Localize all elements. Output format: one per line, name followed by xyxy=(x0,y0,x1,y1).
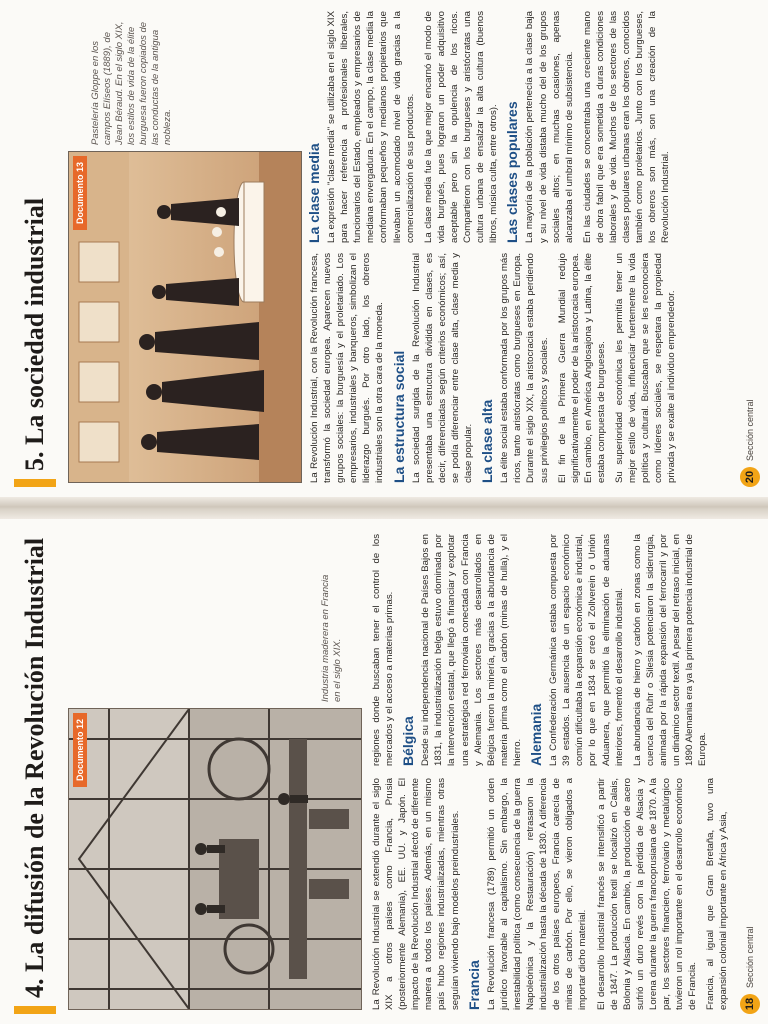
paragraph: El fin de la Primera Guerra Mundial redujo significativamente el poder de la aristocracia europea. En cambio, en América Anglosajona y Latina, la élite estaba compuesta de burgueses. xyxy=(556,253,607,483)
section-heading: La estructura social xyxy=(390,350,407,483)
page-title: 5. La sociedad industrial xyxy=(20,197,49,471)
paragraph: Francia, al igual que Gran Bretaña, tuvo una expansión colonial importante en África y Asia, xyxy=(705,778,730,1010)
title-accent-bar xyxy=(14,479,56,487)
document-tag: Documento 12 xyxy=(73,713,87,787)
book-spine xyxy=(0,497,768,519)
paragraph: La clase media fue la que mejor encarnó el modo de vida burgués, pues lograron un poder adquisitivo aceptable pero sin la opulencia de los ricos. Compartieron con los burgueses y aristócratas una cultura urbana de ensalzar la alta cultura (buenos libros, música culta, entre otros). xyxy=(422,11,500,243)
page-number: 20 xyxy=(740,467,760,487)
paragraph: En las ciudades se concentraba una creciente mano de obra fabril que era sometida a duras condiciones laborales y de vida. Muchos de los sectores de las clases populares urbanas eran los obreros, conocidos también como proletarios. Junto con los burgueses, los obreros son más, son una creación de la Revolución Industrial. xyxy=(581,11,672,243)
paragraph: Desde su independencia nacional de Países Bajos en 1831, la industrialización belga estuvo dominada por la intervención estatal, que llegó a financiar y explotar una estratégica red ferroviaria conectada con Francia y Alemania. Los sectores más desarrollados en Bélgica fueron la minería, gracias a la abundancia de materia prima como el carbón (minas de hulla), y el hierro. xyxy=(420,534,523,766)
right-column-2 xyxy=(308,11,677,243)
section-label: Sección central xyxy=(745,399,755,461)
paragraph: La abundancia de hierro y carbón en zonas como la cuenca del Ruhr o Silesia potenciaron la siderurgia, animada por la rápida expansión del ferrocarril y por un dinámico sector textil. A pesar del retraso inicial, en 1890 Alemania era ya la primera potencia industrial de Europa. xyxy=(631,534,709,766)
page-number: 18 xyxy=(740,994,760,1014)
pastry-shop-painting xyxy=(68,151,302,483)
painting-caption: Pastelería Gloppe en los campos Elíseos (1889), de Jean Béraud. En el siglo XIX, los estilos de vida de la élite burguesa fueron copiados de las conductas de la antigua nobleza. xyxy=(90,21,173,145)
paragraph: La Revolución francesa (1789) permitió un orden jurídico favorable al capitalismo. Sin embargo, la inestabilidad política (como consecuencia de la guerra Napoleónica y la Restauración) retrasaron la industrialización hasta la década de 1830. A diferencia de los otros países europeos, Francia carecía de minas de carbón. Por ello, se vieron obligados a importar dicho material. xyxy=(485,778,589,1010)
paragraph: La élite social estaba conformada por los grupos más ricos, tanto aristócratas como burgueses en Europa. Durante el siglo XIX, la aristocracia estaba perdiendo sus privilegios políticos y sociales. xyxy=(499,253,550,483)
section-heading: La clase media xyxy=(306,143,322,243)
section-label: Sección central xyxy=(745,926,755,988)
title-accent-bar xyxy=(14,1006,56,1014)
page-footer xyxy=(740,926,760,1014)
document-tag: Documento 13 xyxy=(73,156,87,230)
sawmill-engraving xyxy=(69,709,361,1009)
section-heading: Francia xyxy=(465,960,482,1010)
paragraph: La Revolución Industrial se extendió durante el siglo XIX a otros países como Francia, Prusia (posteriormente Alemania), EE. UU. y Japón. El impacto de la Revolución Industrial afectó de diferente manera a todos los países. Además, en un mismo país hubo regiones industrializadas, mientras otras seguían viviendo bajo modelos preindustriales. xyxy=(371,778,461,1010)
paragraph: El desarrollo industrial francés se intensificó a partir de 1847. La producción textil se localizó en Calais, Bolonia y Alsacia. En cambio, la producción de acero sufrió un duro revés con la pérdida de Alsacia y Lorena durante la guerra francoprusiana de 1870. A la par, los sectores financiero, ferroviario y metalúrgico tuvieron un rol importante en el desarrollo económico de Francia. xyxy=(595,778,699,1010)
paragraph: Su superioridad económica les permitía tener un mejor estilo de vida, influenciar fuertemente la vida política y cultural. Buscaban que se les reconociera como líderes sociales, se respetara la propiedad privada y se exalte al individuo emprendedor. xyxy=(613,253,678,483)
left-column-1 xyxy=(370,778,735,1010)
paragraph: La expresión "clase media" se utilizaba en el siglo XIX para hacer referencia a profesionales liberales, funcionarios del Estado, empleados y empresarios de mediana envergadura. En el campo, la clase media la conformaban pequeños y medianos propietarios que llevaban un acomodado nivel de vida gracias a la comercialización de sus productos. xyxy=(326,11,416,243)
left-column-2 xyxy=(370,534,714,766)
page-left xyxy=(0,519,768,1024)
section-heading: Alemania xyxy=(528,703,545,766)
section-heading: Las clases populares xyxy=(504,101,521,243)
section-heading: Bélgica xyxy=(400,716,417,766)
right-column-1 xyxy=(308,253,683,483)
painting-scene xyxy=(69,152,301,482)
paragraph: regiones donde buscaban tener el control de los mercados y el acceso a materias primas. xyxy=(371,534,396,766)
photo-caption: Industria maderera en Francia en el siglo XIX. xyxy=(320,574,343,702)
paragraph: La mayoría de la población pertenecía a la clase baja y su nivel de vida distaba mucho del de los grupos sociales altos; en muchas ocasiones, apenas alcanzaba el umbral mínimo de subsistencia. xyxy=(524,11,575,243)
paragraph: La Confederación Germánica estaba compuesta por 39 estados. La ausencia de un espacio económico común dificultaba la expansión económica e industrial, por lo que en 1834 se creó el Zollverein o Unión Aduanera, que permitió la eliminación de aduanas interiores, fomentó el desarrollo industrial. xyxy=(548,534,625,766)
section-heading: La clase alta xyxy=(479,399,496,483)
industry-photo xyxy=(68,708,362,1010)
paragraph: La Revolución Industrial, con la Revolución francesa, transformó la sociedad europea. Aparecen nuevos grupos sociales: la burguesía y el proletariado. Los empresarios, industriales y banqueros, simbolizan el liderazgo burgués. Por otro lado, los obreros industriales son la otra cara de la moneda. xyxy=(309,253,386,483)
page-title: 4. La difusión de la Revolución Industrial xyxy=(20,537,49,998)
page-footer xyxy=(740,399,760,487)
paragraph: La sociedad surgida de la Revolución Industrial presentaba una estructura dividida en clases, es decir, diferenciadas según criterios económicos; así, se podía diferenciar entre clase alta, clase media y clase popular. xyxy=(410,253,475,483)
page-right xyxy=(0,0,768,497)
